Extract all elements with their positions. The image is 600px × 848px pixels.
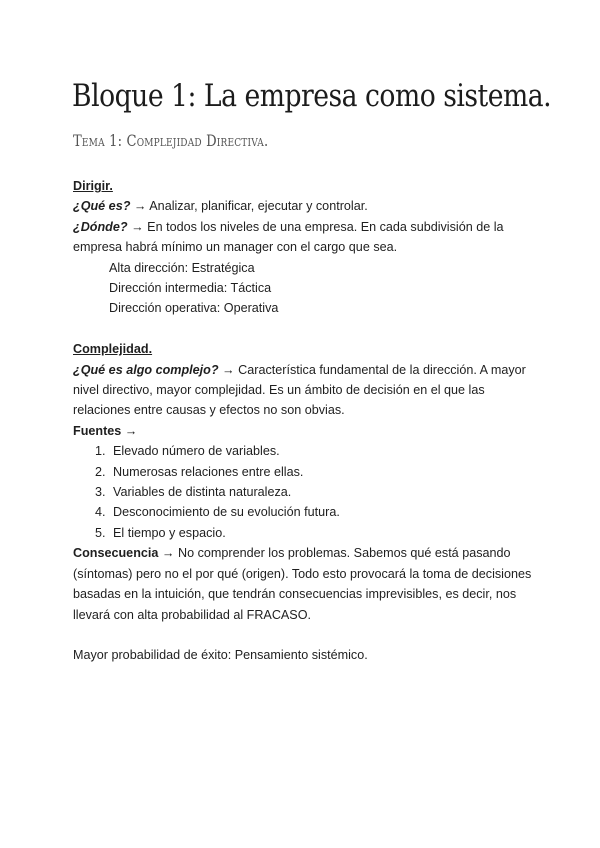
spacer (73, 625, 543, 645)
conclusion-text: Mayor probabilidad de éxito: Pensamiento sistémico. (73, 648, 368, 663)
paragraph-que-es (73, 196, 543, 216)
level-item: Dirección operativa: Operativa (109, 301, 279, 316)
list-item: 4. Desconocimiento de su evolución futura. (109, 502, 543, 522)
label-que-es-complejo: ¿Qué es algo complejo? (73, 362, 219, 377)
paragraph-donde (73, 217, 543, 258)
list-item: 5. El tiempo y espacio. (109, 523, 543, 543)
page-title: Bloque 1: La empresa como sistema. (72, 78, 552, 114)
paragraph-que-es-complejo (73, 360, 543, 421)
spacer (73, 319, 543, 339)
list-item: 2. Numerosas relaciones entre ellas. (109, 462, 543, 482)
label-consecuencia: Consecuencia (73, 546, 159, 561)
fuentes-heading (73, 421, 543, 441)
text-donde: → En todos los niveles de una empresa. En cada subdivisión de la empresa habrá mínimo un manager con el cargo que sea. (73, 219, 504, 255)
list-item: 1. Elevado número de variables. (109, 441, 543, 461)
level-item: Dirección intermedia: Táctica (109, 281, 272, 296)
document-body (73, 176, 543, 666)
text-que-es: → Analizar, planificar, ejecutar y controlar. (130, 199, 368, 214)
level-item: Alta dirección: Estratégica (109, 260, 255, 275)
fuentes-list (73, 441, 543, 543)
section-heading-complejidad: Complejidad. (73, 342, 153, 357)
page-subtitle: Tema 1: Complejidad Directiva. (73, 131, 269, 150)
text-que-es-complejo: → Característica fundamental de la dirección. A mayor nivel directivo, mayor complejidad. Es un ámbito de decisión en el que las relaciones entre causas y efectos no son obvias. (73, 362, 526, 418)
list-item: 3. Variables de distinta naturaleza. (109, 482, 543, 502)
label-donde: ¿Dónde? (73, 219, 128, 234)
section-heading-dirigir: Dirigir. (73, 179, 113, 193)
fuentes-arrow: → (121, 423, 138, 438)
text-consecuencia: → No comprender los problemas. Sabemos qué está pasando (síntomas) pero no el por qué (origen). Todo esto provocará la toma de decisiones basadas en la intuición, que tendrán consecuencias imprevisibles, es decir, nos llevará con alta probabilidad al FRACASO. (73, 546, 532, 622)
label-fuentes: Fuentes (73, 423, 122, 438)
label-que-es: ¿Qué es? (73, 199, 131, 214)
paragraph-consecuencia (73, 543, 543, 625)
